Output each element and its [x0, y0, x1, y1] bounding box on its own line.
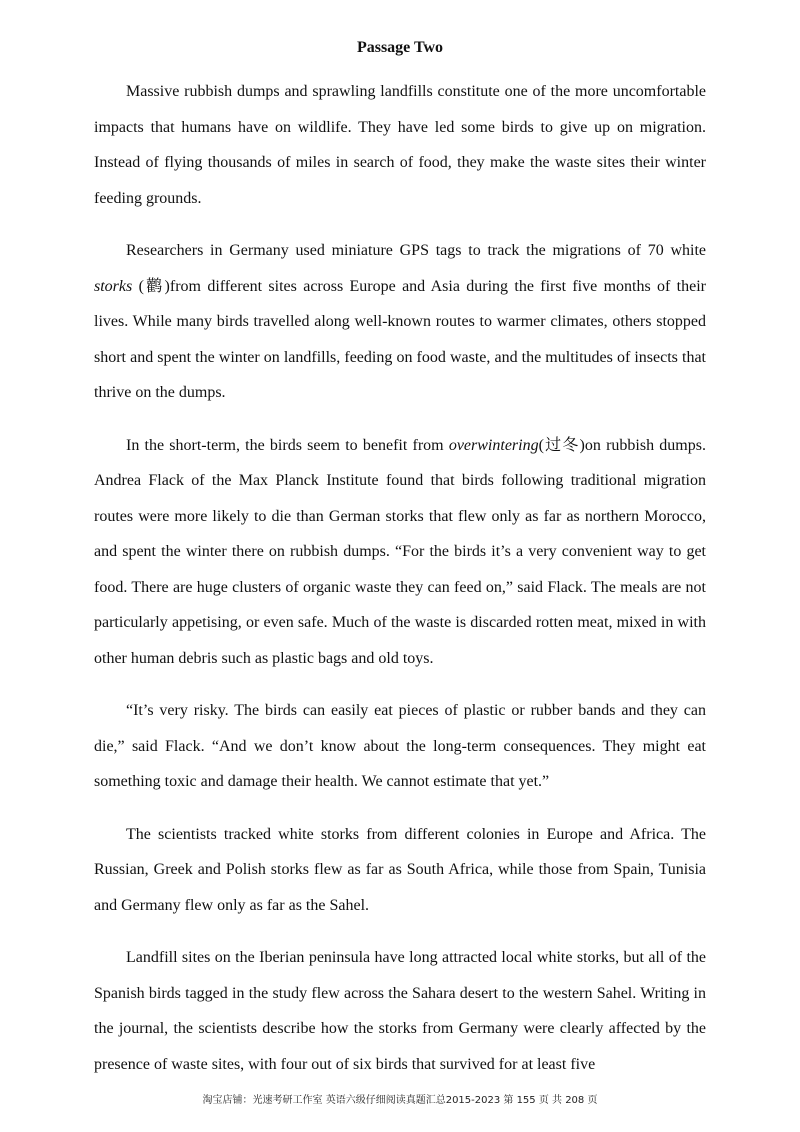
paragraph-text: “It’s very risky. The birds can easily eat pieces of plastic or rubber bands and they can die,” said Flack. “And we don’t know about the long-term consequences. They might eat something toxic and damage their health. We cannot estimate that yet.” — [94, 702, 706, 790]
paragraph-text: Researchers in Germany used miniature GPS tags to track the migrations of 70 white — [126, 242, 706, 259]
italic-term-overwintering: overwintering — [448, 436, 539, 454]
paragraph-text: Massive rubbish dumps and sprawling landfills constitute one of the more uncomfortable impacts that humans have on wildlife. They have led some birds to give up on migration. Instead of flying thousands of miles in search of food, they make the waste sites their winter feeding grounds. — [94, 83, 706, 207]
paragraph-4 — [94, 693, 706, 800]
paragraph-2 — [94, 233, 706, 411]
paragraph-text: The scientists tracked white storks from different colonies in Europe and Africa. The Russian, Greek and Polish storks flew as far as South Africa, while those from Spain, Tunisia and Germany flew only as far as the Sahel. — [94, 825, 706, 914]
paragraph-text: In the short-term, the birds seem to benefit from — [126, 436, 449, 454]
paragraph-text: Landfill sites on the Iberian peninsula have long attracted local white storks, but all of the Spanish birds tagged in the study flew across the Sahara desert to the western Sahel. Writing in the journal, the scientists describe how the storks from Germany were clearly affected by the presence of waste sites, with four out of six birds that survived for at least five — [94, 949, 706, 1073]
paragraph-5 — [94, 817, 706, 924]
passage-title: Passage Two — [356, 39, 444, 56]
paragraph-text: (鹳)from different sites across Europe and Asia during the first five months of their lives. While many birds travelled along well-known routes to warmer climates, others stopped short and spent the winter on landfills, feeding on food waste, and the multitudes of insects that thrive on the dumps. — [94, 277, 706, 401]
page-footer: 淘宝店铺：光速考研工作室 英语六级仔细阅读真题汇总2015-2023 第 155 页 共 208 页 — [202, 1095, 598, 1106]
paragraph-1 — [94, 74, 706, 216]
italic-term-storks: storks — [94, 277, 133, 295]
paragraph-6 — [94, 940, 706, 1082]
paragraph-3 — [94, 428, 706, 677]
paragraph-text: (过冬)on rubbish dumps. Andrea Flack of the Max Planck Institute found that birds following traditional migration routes were more likely to die than German storks that flew only as far as northern Morocco, and spent the winter there on rubbish dumps. “For the birds it’s a very convenient way to get food. There are huge clusters of organic waste they can feed on,” said Flack. The meals are not particularly appetising, or even safe. Much of the waste is discarded rotten meat, mixed in with other human debris such as plastic bags and old toys. — [94, 436, 706, 667]
passage-body — [94, 74, 706, 1099]
